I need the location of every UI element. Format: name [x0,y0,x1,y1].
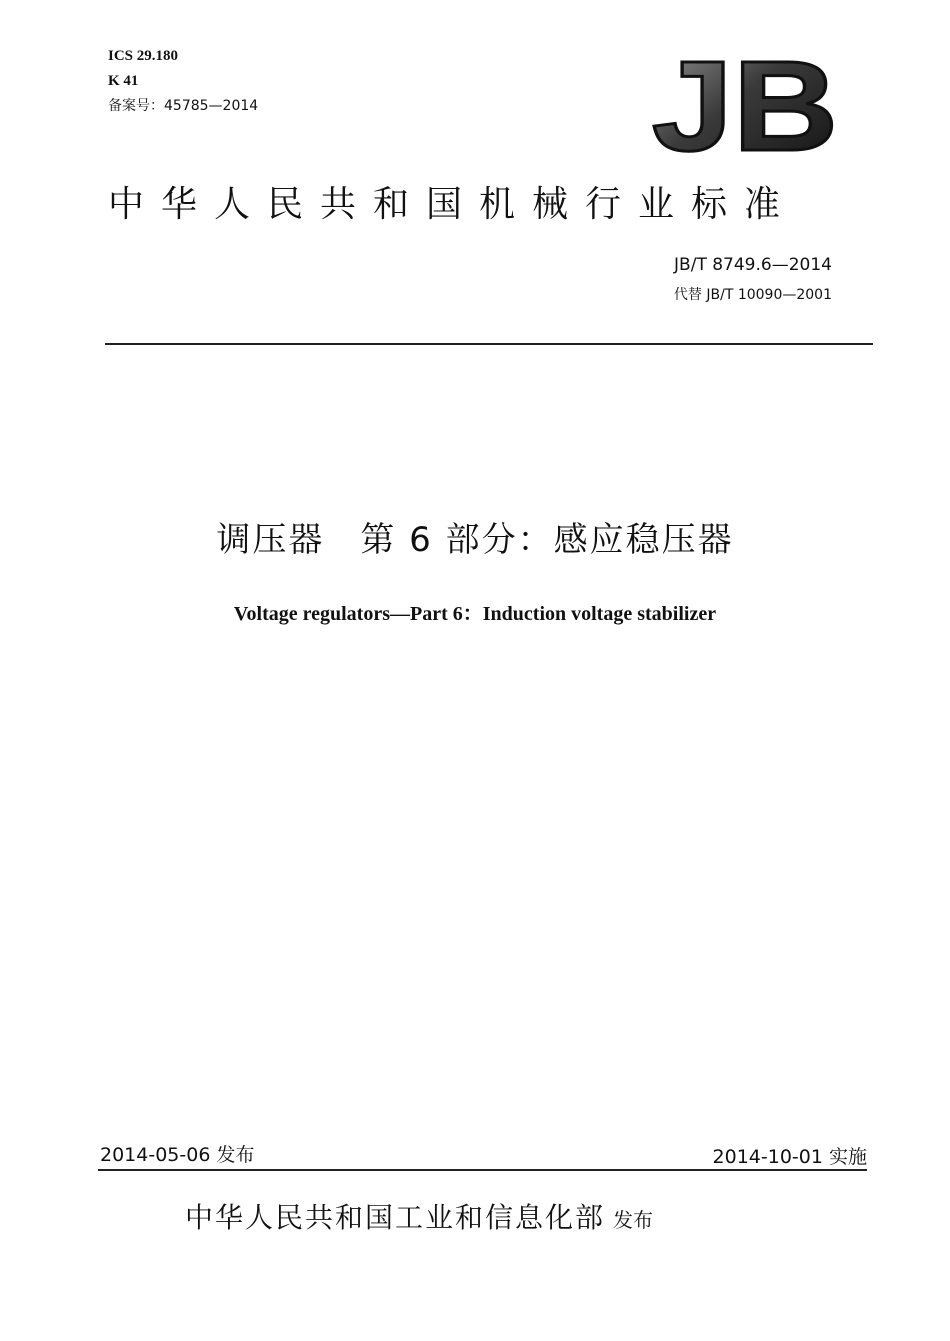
organization-title: 中华人民共和国机械行业标准 [108,184,798,225]
chinese-title-part2: 第 6 部分：感应稳压器 [360,520,734,560]
chinese-title-part1: 调压器 [216,520,325,560]
english-title: Voltage regulators—Part 6：Induction voltage stabilizer [233,603,717,625]
publish-date: 2014-05-06 发布 [100,1144,255,1166]
implementation-date: 2014-10-01 实施 [712,1146,867,1168]
bottom-divider [98,1169,867,1171]
classification-block [108,44,258,119]
replaces-standard: 代替 JB/T 10090—2001 [673,287,832,303]
jb-logo [650,42,840,162]
top-divider [105,343,873,345]
ics-code: ICS 29.180 [108,48,179,64]
issuer-name: 中华人民共和国工业和信息化部 [185,1201,606,1234]
issuer-suffix: 发布 [613,1208,654,1232]
chinese-title [0,512,950,561]
ccs-code: K 41 [108,73,139,89]
logo-text: JB [652,42,838,162]
record-number: 备案号：45785—2014 [108,98,259,114]
standard-number: JB/T 8749.6—2014 [674,255,832,275]
issuer-line [185,1196,653,1236]
